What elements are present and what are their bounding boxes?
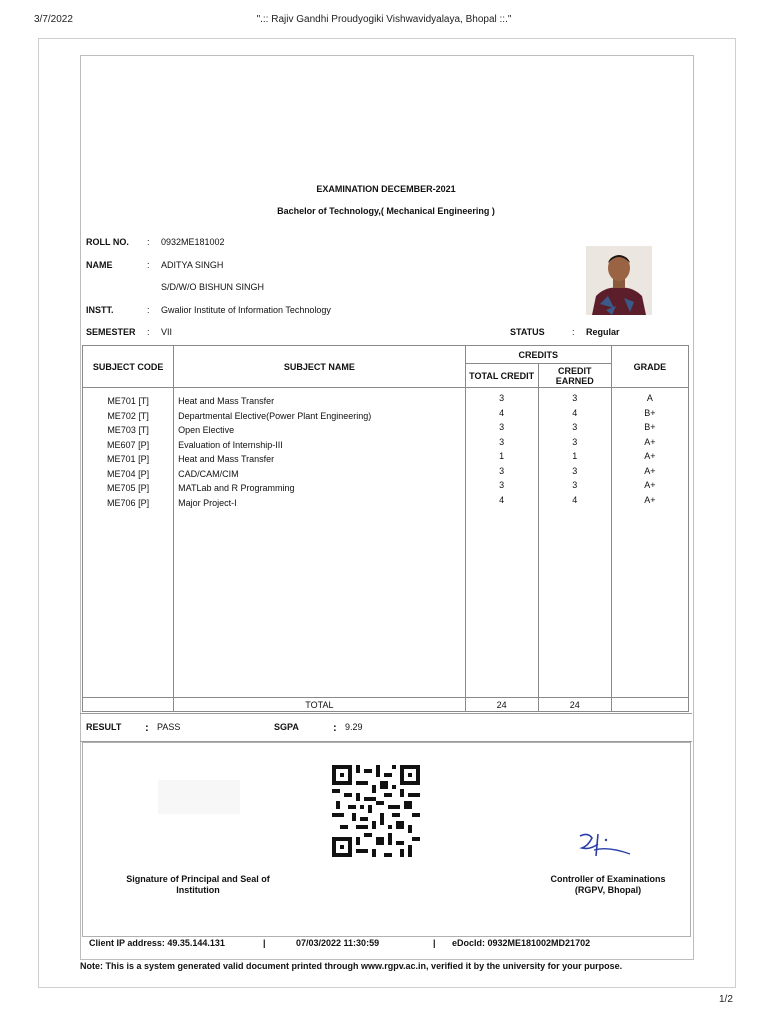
header-grade: GRADE bbox=[611, 346, 688, 388]
subject-code: ME705 [P] bbox=[107, 483, 150, 493]
edoc-id: eDocId: 0932ME181002MD21702 bbox=[452, 938, 591, 948]
credit-earned: 3 bbox=[572, 436, 578, 447]
subject-code: ME704 [P] bbox=[107, 468, 150, 479]
client-ip: Client IP address: 49.35.144.131 bbox=[89, 938, 225, 948]
names-column bbox=[174, 388, 465, 698]
roll-number: 0932ME181002 bbox=[161, 237, 225, 247]
credit-earned: 4 bbox=[572, 494, 578, 505]
principal-seal bbox=[158, 780, 240, 814]
grade: B+ bbox=[644, 407, 656, 418]
qr-code bbox=[332, 765, 420, 857]
subjects-body bbox=[83, 388, 689, 698]
subject-name: Heat and Mass Transfer bbox=[178, 396, 275, 406]
program-name: Bachelor of Technology,( Mechanical Engineering ) bbox=[277, 206, 495, 216]
result-label: RESULT bbox=[86, 722, 122, 732]
credit-earned-sum: 24 bbox=[538, 698, 611, 712]
student-name: ADITYA SINGH bbox=[161, 260, 224, 270]
subject-name: CAD/CAM/CIM bbox=[178, 468, 239, 479]
subject-name: Departmental Elective(Power Plant Engineering) bbox=[178, 410, 372, 421]
credit-earned: 3 bbox=[572, 465, 578, 476]
total-credit: 3 bbox=[499, 436, 505, 447]
colon: : bbox=[333, 722, 337, 734]
colon: : bbox=[147, 260, 150, 270]
subject-code: ME706 [P] bbox=[107, 497, 150, 508]
subject-name: MATLab and R Programming bbox=[178, 483, 295, 493]
subject-code: ME701 [P] bbox=[107, 454, 150, 464]
grade: A+ bbox=[644, 494, 656, 505]
header-credits: CREDITS bbox=[465, 346, 611, 364]
controller-caption: Controller of Examinations bbox=[550, 874, 666, 884]
institute-name: Gwalior Institute of Information Technology bbox=[161, 305, 331, 315]
colon: : bbox=[147, 237, 150, 247]
controller-signature bbox=[568, 826, 638, 866]
grade: A+ bbox=[644, 465, 656, 476]
grade: A bbox=[646, 393, 653, 403]
student-photo bbox=[586, 246, 652, 315]
marks-table bbox=[82, 345, 689, 712]
subject-name: Major Project-I bbox=[178, 497, 237, 508]
print-title: ".:: Rajiv Gandhi Proudyogiki Vishwavidyalaya, Bhopal ::." bbox=[256, 14, 512, 25]
credit-earned: 1 bbox=[572, 451, 578, 461]
total-credit-sum: 24 bbox=[465, 698, 538, 712]
roll-label: ROLL NO. bbox=[86, 237, 129, 247]
total-credit: 1 bbox=[499, 451, 505, 461]
total-credit: 3 bbox=[499, 465, 505, 476]
credit-earned: 3 bbox=[572, 393, 578, 403]
institute-label: INSTT. bbox=[86, 305, 114, 315]
grade: A+ bbox=[644, 436, 656, 447]
colon: : bbox=[147, 305, 150, 315]
grade-column bbox=[611, 388, 688, 698]
parent-name: S/D/W/O BISHUN SINGH bbox=[161, 282, 265, 292]
credit-earned: 3 bbox=[572, 422, 578, 432]
credit-earned: 3 bbox=[572, 480, 578, 490]
total-credit: 3 bbox=[499, 422, 505, 432]
grade: B+ bbox=[644, 422, 656, 432]
total-label: TOTAL bbox=[174, 698, 465, 712]
header-subject-code: SUBJECT CODE bbox=[83, 346, 174, 388]
colon: : bbox=[145, 722, 149, 734]
status-label: STATUS bbox=[510, 327, 545, 337]
header-credit-earned: CREDIT EARNED bbox=[538, 364, 611, 388]
total-credit-column bbox=[465, 388, 538, 698]
controller-subcaption: (RGPV, Bhopal) bbox=[574, 885, 642, 895]
print-date: 3/7/2022 bbox=[34, 14, 73, 25]
result-value: PASS bbox=[157, 722, 181, 732]
total-credit: 4 bbox=[499, 494, 505, 505]
subject-code: ME607 [P] bbox=[107, 439, 150, 450]
credit-earned: 4 bbox=[572, 407, 578, 418]
separator: | bbox=[263, 938, 266, 948]
semester-label: SEMESTER bbox=[86, 327, 136, 337]
principal-signature-caption: Signature of Principal and Seal of Institution bbox=[126, 874, 270, 895]
codes-column bbox=[83, 388, 174, 698]
grade: A+ bbox=[644, 451, 656, 461]
separator: | bbox=[433, 938, 436, 948]
subject-code: ME701 [T] bbox=[107, 396, 149, 406]
name-label: NAME bbox=[86, 260, 113, 270]
subject-name: Open Elective bbox=[178, 425, 235, 435]
grade: A+ bbox=[644, 480, 656, 490]
colon: : bbox=[147, 327, 150, 337]
header-total-credit: TOTAL CREDIT bbox=[465, 364, 538, 388]
status-value: Regular bbox=[586, 327, 620, 337]
header-subject-name: SUBJECT NAME bbox=[174, 346, 465, 388]
print-datetime: 07/03/2022 11:30:59 bbox=[296, 938, 380, 948]
subject-code: ME703 [T] bbox=[107, 425, 149, 435]
exam-title: EXAMINATION DECEMBER-2021 bbox=[316, 184, 456, 194]
total-credit: 3 bbox=[499, 393, 505, 403]
sgpa-label: SGPA bbox=[274, 722, 299, 732]
semester-value: VII bbox=[161, 327, 173, 337]
footer-note: Note: This is a system generated valid document printed through www.rgpv.ac.in, verified it by the university for your purpose. bbox=[80, 961, 623, 971]
colon: : bbox=[572, 327, 575, 337]
subject-name: Evaluation of Internship-III bbox=[178, 439, 283, 450]
total-credit: 4 bbox=[499, 407, 505, 418]
subject-code: ME702 [T] bbox=[107, 410, 149, 421]
credit-earned-column bbox=[538, 388, 611, 698]
sgpa-value: 9.29 bbox=[345, 722, 363, 732]
subject-name: Heat and Mass Transfer bbox=[178, 454, 275, 464]
total-credit: 3 bbox=[499, 480, 505, 490]
page-number: 1/2 bbox=[719, 994, 733, 1005]
